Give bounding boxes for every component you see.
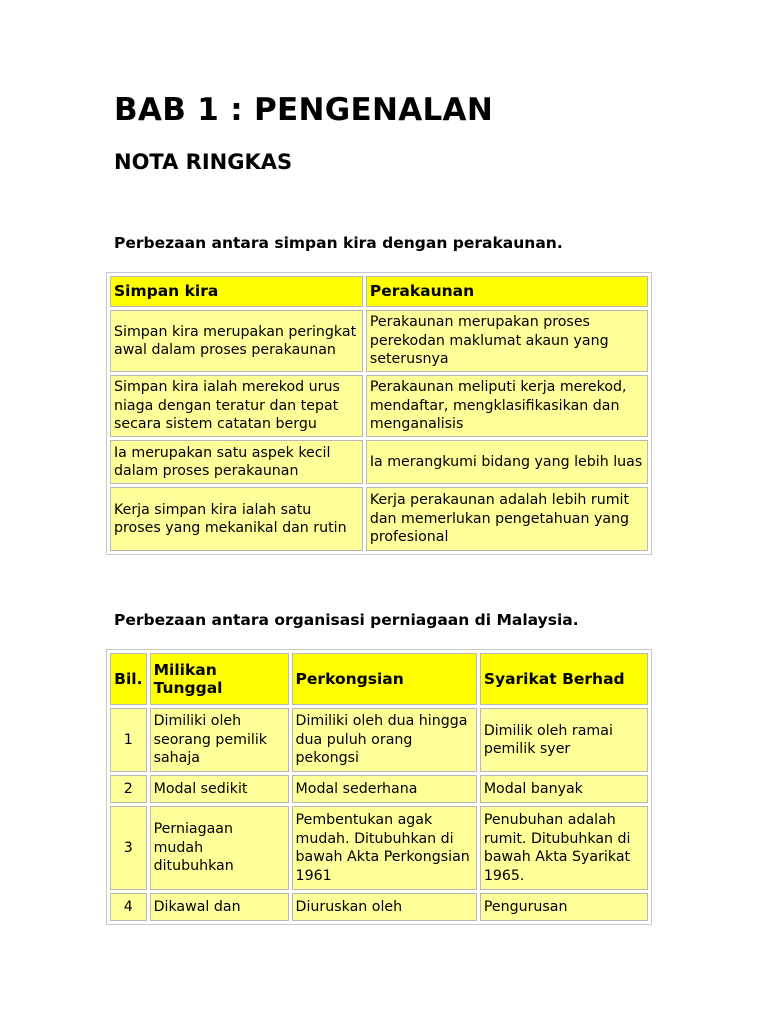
row-number: 4 (110, 893, 147, 921)
table-cell: Perakaunan meliputi kerja merekod, mendaftar, mengklasifikasikan dan menganalisis (366, 375, 648, 437)
section2-title: Perbezaan antara organisasi perniagaan di Malaysia. (114, 611, 579, 629)
page-subtitle: NOTA RINGKAS (114, 150, 293, 174)
row-number: 2 (110, 775, 147, 803)
table-header-row (110, 276, 648, 307)
page-title: BAB 1 : PENGENALAN (114, 92, 494, 128)
row-number: 3 (110, 806, 147, 890)
table-cell: Pengurusan (480, 893, 648, 921)
table-cell: Dimiliki oleh seorang pemilik sahaja (150, 708, 289, 772)
header-cell: Perkongsian (292, 653, 477, 705)
table-header-row (110, 653, 648, 705)
table-cell: Kerja perakaunan adalah lebih rumit dan memerlukan pengetahuan yang profesional (366, 487, 648, 551)
header-cell: Syarikat Berhad (480, 653, 648, 705)
header-cell: Simpan kira (110, 276, 363, 307)
table-cell: Ia merupakan satu aspek kecil dalam proses perakaunan (110, 440, 363, 484)
header-cell: Bil. (110, 653, 147, 705)
table-cell: Dimiliki oleh dua hingga dua puluh orang pekongsi (292, 708, 477, 772)
table-row (110, 806, 648, 890)
table-row (110, 375, 648, 437)
section1-title: Perbezaan antara simpan kira dengan perakaunan. (114, 234, 563, 252)
table-cell: Ia merangkumi bidang yang lebih luas (366, 440, 648, 484)
comparison-table-organisations (106, 649, 652, 925)
table-cell: Perniagaan mudah ditubuhkan (150, 806, 289, 890)
comparison-table-bookkeeping (106, 272, 652, 555)
table-cell: Simpan kira merupakan peringkat awal dalam proses perakaunan (110, 310, 363, 372)
table-cell: Modal sederhana (292, 775, 477, 803)
table-row (110, 487, 648, 551)
table-cell: Modal banyak (480, 775, 648, 803)
table-row (110, 775, 648, 803)
header-cell: Milikan Tunggal (150, 653, 289, 705)
table-cell: Dimilik oleh ramai pemilik syer (480, 708, 648, 772)
table-cell: Perakaunan merupakan proses perekodan maklumat akaun yang seterusnya (366, 310, 648, 372)
table-row (110, 893, 648, 921)
table-cell: Modal sedikit (150, 775, 289, 803)
table-cell: Kerja simpan kira ialah satu proses yang mekanikal dan rutin (110, 487, 363, 551)
table-row (110, 310, 648, 372)
header-cell: Perakaunan (366, 276, 648, 307)
table-row (110, 708, 648, 772)
table-cell: Simpan kira ialah merekod urus niaga dengan teratur dan tepat secara sistem catatan bergu (110, 375, 363, 437)
table-cell: Pembentukan agak mudah. Ditubuhkan di bawah Akta Perkongsian 1961 (292, 806, 477, 890)
table-cell: Dikawal dan (150, 893, 289, 921)
row-number: 1 (110, 708, 147, 772)
table-row (110, 440, 648, 484)
table-cell: Penubuhan adalah rumit. Ditubuhkan di bawah Akta Syarikat 1965. (480, 806, 648, 890)
table-cell: Diuruskan oleh (292, 893, 477, 921)
